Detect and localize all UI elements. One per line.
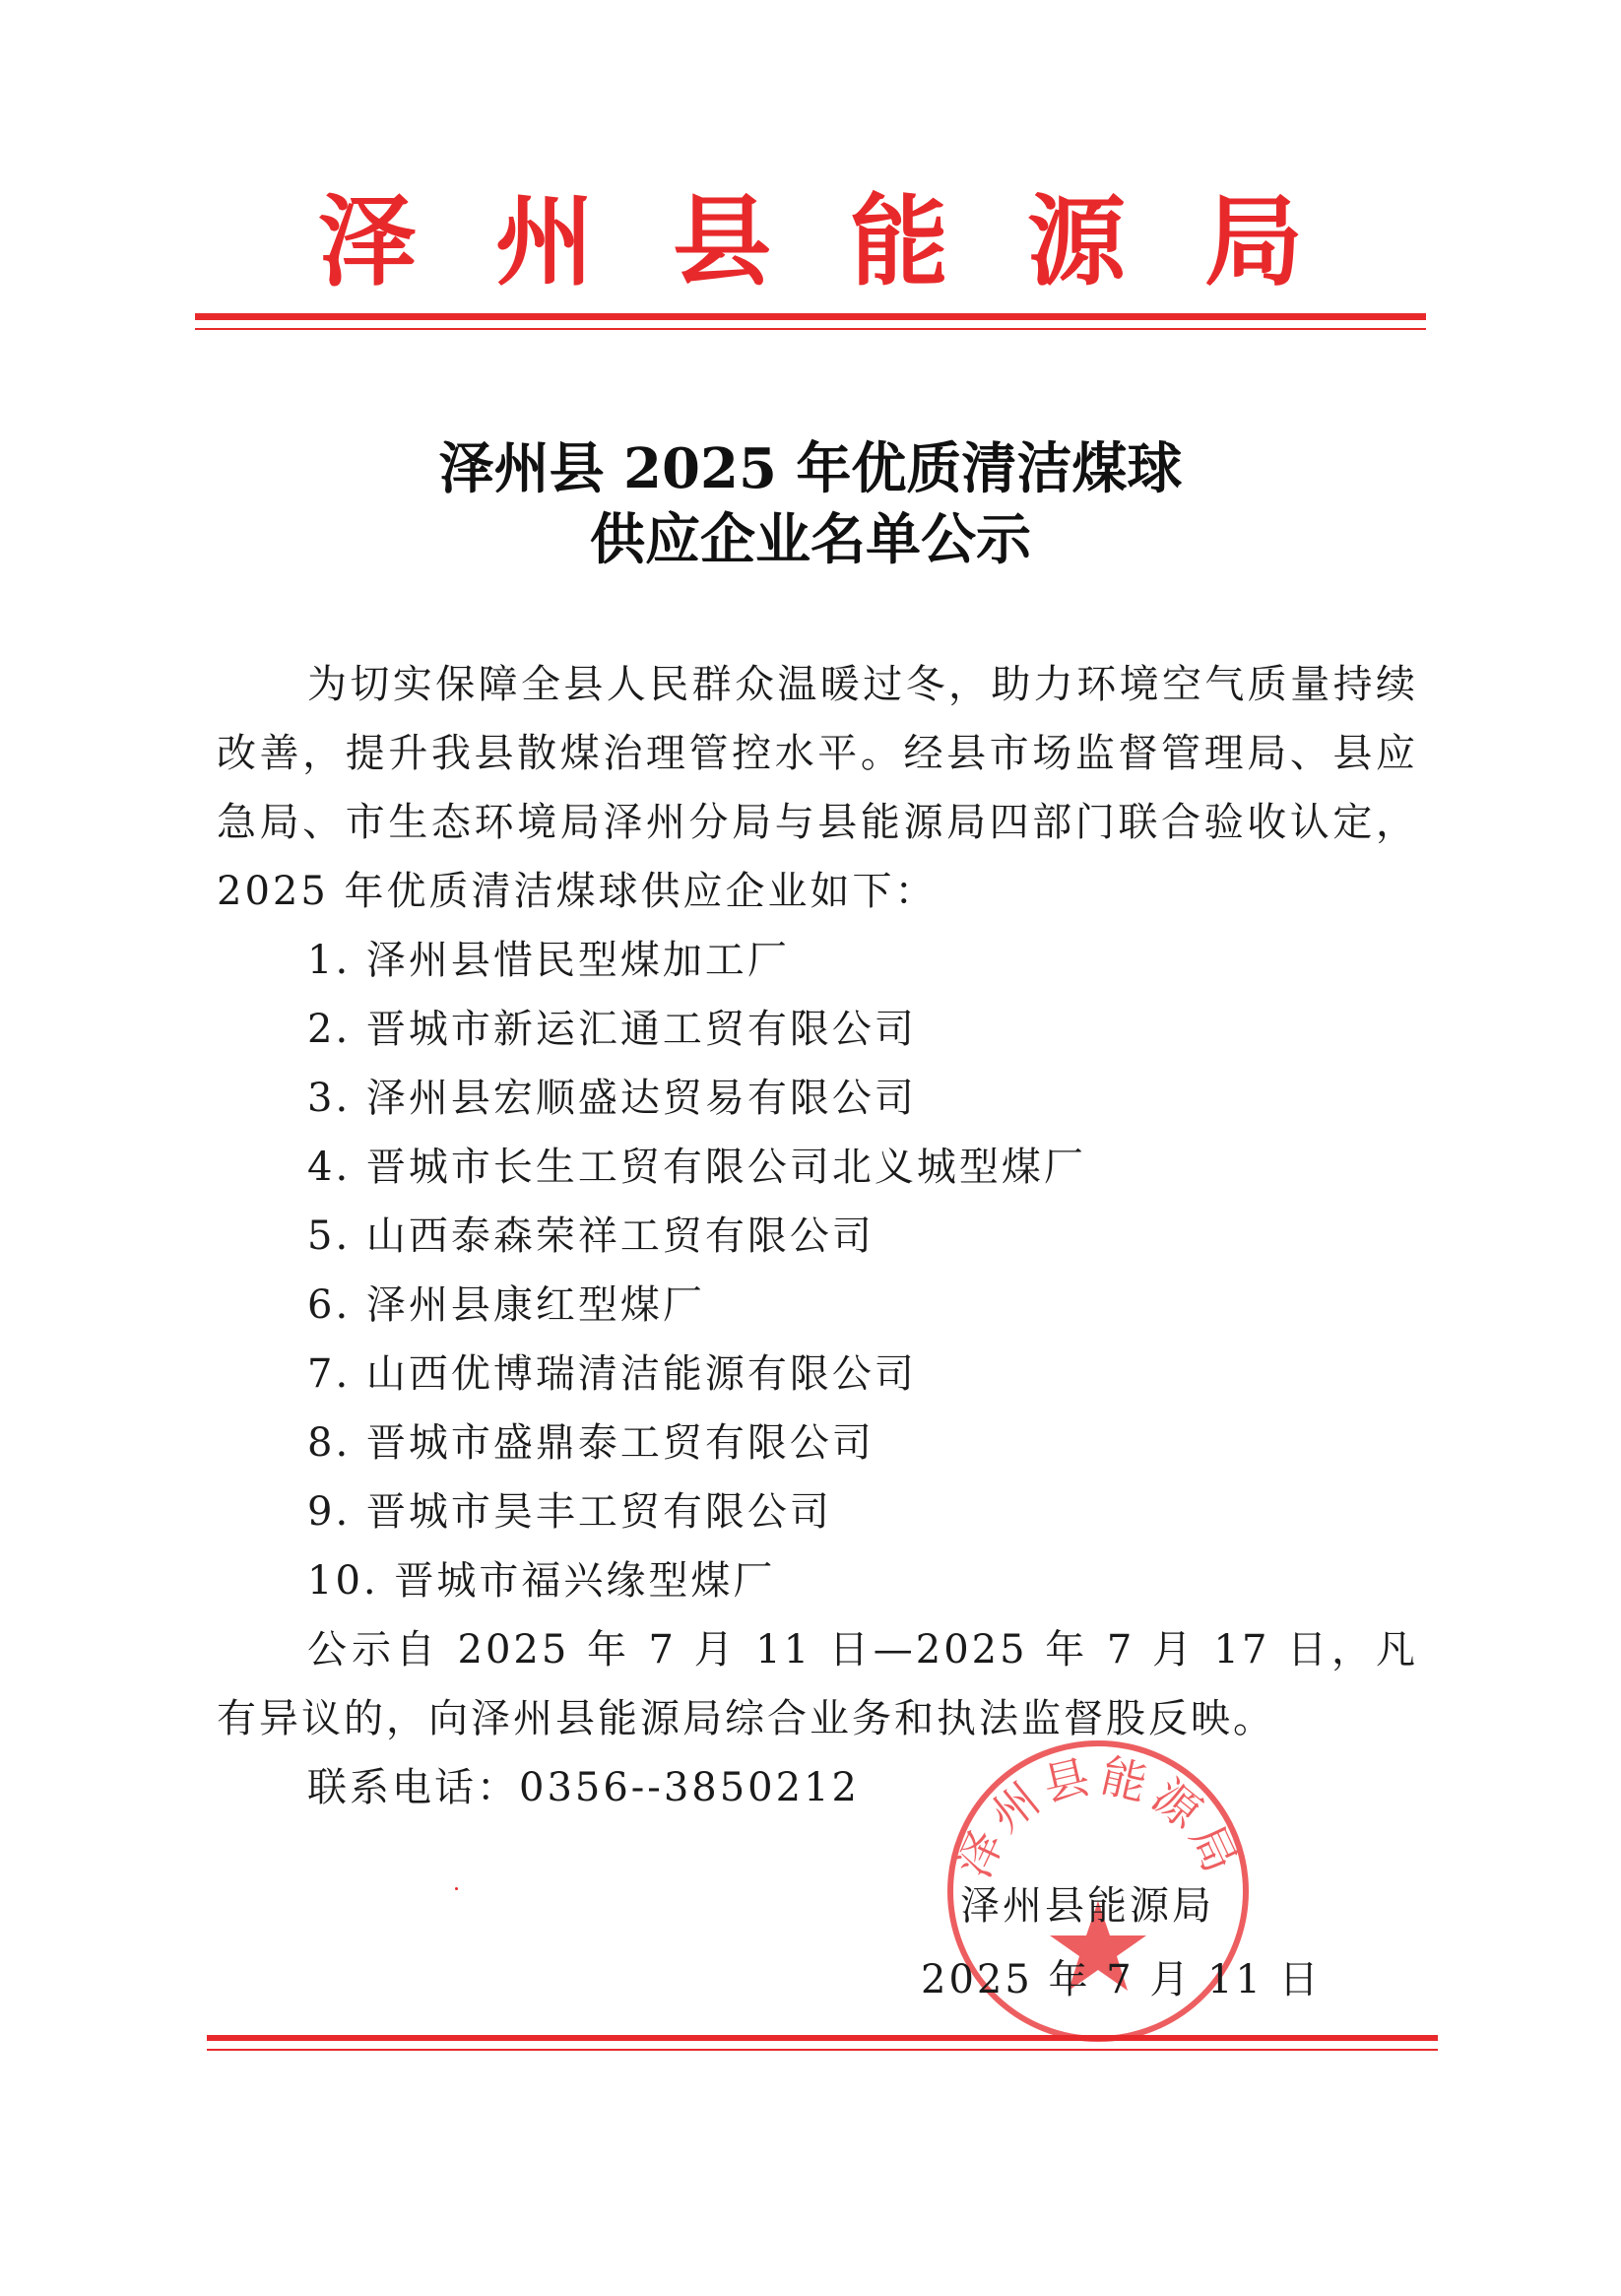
- letterhead-rule-thin: [195, 328, 1426, 330]
- company-list: [217, 926, 1418, 1615]
- seal-text: [946, 1748, 1250, 1885]
- company-list-item: 3. 泽州县宏顺盛达贸易有限公司: [307, 1076, 917, 1121]
- signature-date: 2025 年 7 月 11 日: [921, 1957, 1322, 2002]
- company-list-item: 10. 晋城市福兴缘型煤厂: [307, 1558, 776, 1604]
- signature-org: 泽州县能源局: [960, 1883, 1214, 1929]
- intro-paragraph: 为切实保障全县人民群众温暖过冬，助力环境空气质量持续改善，提升我县散煤治理管控水平。经县市场监督管理局、县应急局、市生态环境局泽州分局与县能源局四部门联合验收认定，2025 年优质清洁煤球供应企业如下：: [217, 662, 1418, 914]
- company-list-item: 5. 山西泰森荣祥工贸有限公司: [307, 1214, 875, 1259]
- document-title: [0, 433, 1621, 575]
- notice-paragraph: 公示自 2025 年 7 月 11 日—2025 年 7 月 17 日，凡有异议的，向泽州县能源局综合业务和执法监督股反映。: [217, 1627, 1418, 1741]
- company-list-item: 7. 山西优博瑞清洁能源有限公司: [307, 1351, 917, 1397]
- company-list-item: 4. 晋城市长生工贸有限公司北义城型煤厂: [307, 1145, 1086, 1190]
- company-list-item: 2. 晋城市新运汇通工贸有限公司: [307, 1007, 917, 1052]
- seal-text-path: 泽州县能源局: [945, 1748, 1251, 1886]
- company-list-item: 8. 晋城市盛鼎泰工贸有限公司: [307, 1420, 875, 1466]
- contact-phone: 联系电话：0356--3850212: [307, 1765, 860, 1810]
- company-list-item: 6. 泽州县康红型煤厂: [307, 1282, 705, 1328]
- company-list-item: 1. 泽州县惜民型煤加工厂: [307, 938, 790, 983]
- title-line-1: 泽州县 2025 年优质清洁煤球: [438, 436, 1183, 501]
- company-list-item: 9. 晋城市昊丰工贸有限公司: [307, 1489, 832, 1535]
- footer-rule-thin: [207, 2049, 1438, 2051]
- letterhead-org-name: 泽州县能源局: [318, 183, 1382, 299]
- title-line-2: 供应企业名单公示: [590, 507, 1031, 572]
- document-body: [217, 650, 1418, 1822]
- letterhead-rule-thick: [195, 313, 1426, 320]
- scan-speck: [455, 1887, 458, 1890]
